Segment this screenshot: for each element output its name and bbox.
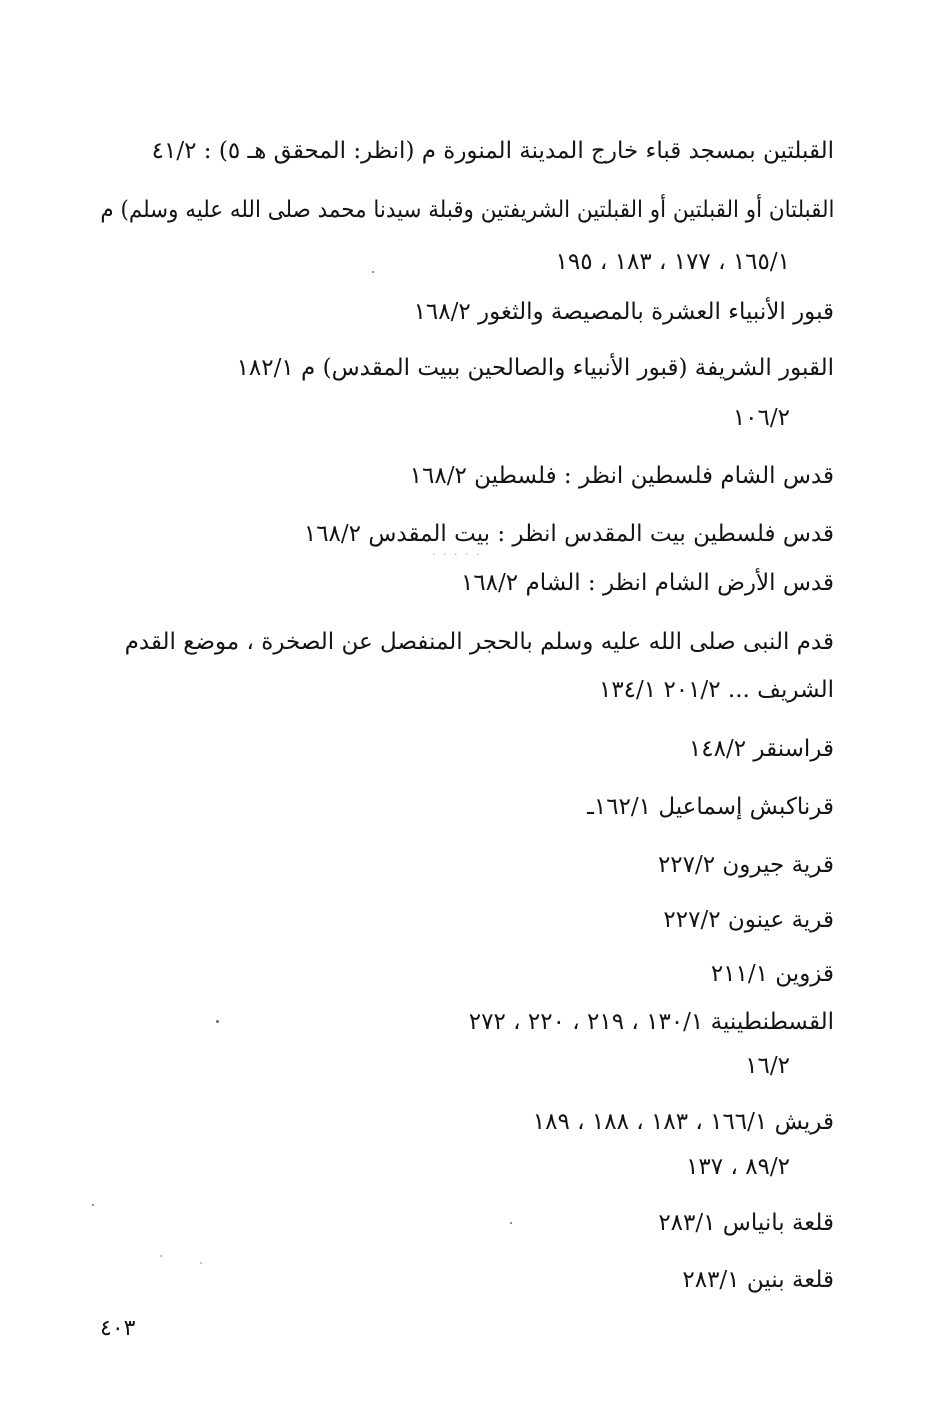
index-entry-quds-al-sham: قدس الشام فلسطين انظر : فلسطين ١٦٨/٢ [409, 463, 834, 489]
index-entry-qaryat-aynun: قرية عينون ٢٢٧/٢ [663, 907, 834, 933]
scan-speck [216, 1020, 219, 1023]
index-entry-qalat-banyas: قلعة بانياس ٢٨٣/١ [658, 1210, 834, 1236]
faint-stamp-mark: · ‧ · ‧ · [432, 548, 482, 561]
index-entry-qalat-bunin: قلعة بنين ٢٨٣/١ [682, 1267, 834, 1293]
scan-speck [372, 271, 374, 273]
scan-speck [160, 1255, 162, 1257]
index-entry-quds-filastin: قدس فلسطين بيت المقدس انظر : بيت المقدس ١٦٨/٢ [303, 521, 834, 547]
index-entry-quraysh: قريش ١٦٦/١ ، ١٨٣ ، ١٨٨ ، ١٨٩ [532, 1109, 834, 1135]
index-entry-qubur-al-anbiya: قبور الأنبياء العشرة بالمصيصة والثغور ١٦٨/٢ [413, 299, 834, 325]
index-entry-qiblatan: القبلتان أو القبلتين أو القبلتين الشريفتين وقبلة سيدنا محمد صلى الله عليه وسلم) م [99, 197, 834, 223]
index-entry-qiblatan-continuation: ١٦٥/١ ، ١٧٧ ، ١٨٣ ، ١٩٥ [555, 249, 790, 275]
index-entry-qadam-al-nabi: قدم النبى صلى الله عليه وسلم بالحجر المنفصل عن الصخرة ، موضع القدم [124, 629, 834, 655]
index-entry-qarna-kabsh: قرناكبش إسماعيل ١٦٢/١ـ [587, 794, 834, 820]
index-entry-quds-al-ard: قدس الأرض الشام انظر : الشام ١٦٨/٢ [460, 570, 834, 596]
index-entry-qarasunqur: قراسنقر ١٤٨/٢ [688, 736, 834, 762]
index-entry-al-qubur-al-sharifa-continuation: ١٠٦/٢ [732, 405, 790, 431]
index-entry-al-qustantiniyya: القسطنطينية ١٣٠/١ ، ٢١٩ ، ٢٢٠ ، ٢٧٢ [468, 1009, 834, 1035]
index-entry-al-qubur-al-sharifa: القبور الشريفة (قبور الأنبياء والصالحين ببيت المقدس) م ١٨٢/١ [236, 355, 834, 381]
index-entry-qadam-al-nabi-continuation: الشريف ... ٢٠١/٢ ١٣٤/١ [598, 677, 834, 703]
index-entry-qiblatayn-quba: القبلتين بمسجد قباء خارج المدينة المنورة م (انظر: المحقق هـ ٥) : ٤١/٢ [151, 138, 834, 164]
index-entry-qazwin: قزوين ٢١١/١ [710, 961, 834, 987]
scan-speck [200, 1262, 202, 1264]
index-entry-qaryat-jayrun: قرية جيرون ٢٢٧/٢ [657, 852, 834, 878]
index-entry-al-qustantiniyya-continuation: ١٦/٢ [745, 1053, 790, 1079]
scan-speck [92, 1204, 94, 1206]
scan-speck [510, 1222, 512, 1224]
page-number: ٤٠٣ [100, 1316, 136, 1341]
index-entry-quraysh-continuation: ٨٩/٢ ، ١٣٧ [686, 1154, 790, 1180]
